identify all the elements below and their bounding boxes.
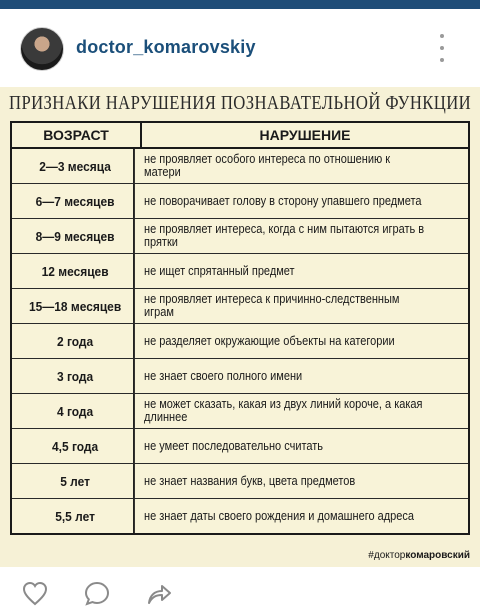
post-header xyxy=(0,9,480,87)
age-cell: 5,5 лет xyxy=(17,499,135,534)
table-row xyxy=(12,464,468,499)
table-row xyxy=(12,429,468,464)
table-row xyxy=(12,184,468,219)
disorder-text: не разделяет окружающие объекты на категории xyxy=(144,333,395,348)
age-cell: 2 года xyxy=(17,324,135,358)
table-row xyxy=(12,289,468,324)
table-body xyxy=(12,149,468,533)
age-cell: 3 года xyxy=(17,359,135,393)
signs-table xyxy=(10,121,470,535)
disorder-cell xyxy=(144,324,464,358)
age-cell: 4,5 года xyxy=(17,429,135,463)
disorder-text: не знает даты своего рождения и домашнего адреса xyxy=(144,509,415,523)
hashtag-prefix: #доктор xyxy=(368,550,406,561)
disorder-text: не поворачивает голову в сторону упавшего предмета xyxy=(144,193,422,208)
age-cell: 8—9 месяцев xyxy=(17,219,135,253)
disorder-text: не проявляет особого интереса по отношению к матери xyxy=(144,152,391,179)
table-row xyxy=(12,359,468,394)
column-header-disorder: НАРУШЕНИЕ xyxy=(259,127,351,143)
disorder-text: не знает названия букв, цвета предметов xyxy=(144,473,356,488)
disorder-cell xyxy=(144,429,464,463)
disorder-cell xyxy=(144,359,464,393)
column-header-age: ВОЗРАСТ xyxy=(12,123,142,147)
disorder-cell xyxy=(144,149,464,183)
age-cell: 5 лет xyxy=(17,464,135,498)
disorder-cell xyxy=(144,184,464,218)
hashtag-caption xyxy=(368,550,470,561)
age-cell: 4 года xyxy=(17,394,135,428)
disorder-cell xyxy=(144,219,464,253)
age-cell: 2—3 месяца xyxy=(17,149,135,183)
disorder-cell xyxy=(144,394,464,428)
post-image xyxy=(0,87,480,567)
heart-icon[interactable] xyxy=(22,581,48,607)
more-vertical-icon[interactable] xyxy=(432,34,452,62)
table-row xyxy=(12,149,468,184)
age-cell: 15—18 месяцев xyxy=(17,289,135,323)
table-row xyxy=(12,499,468,534)
post-actions-bar xyxy=(0,567,480,600)
disorder-text: не может сказать, какая из двух линий короче, а какая длиннее xyxy=(144,397,423,424)
disorder-cell xyxy=(144,499,464,534)
top-status-bar xyxy=(0,0,480,9)
username-link[interactable]: doctor_komarovskiy xyxy=(76,37,256,57)
disorder-text: не ищет спрятанный предмет xyxy=(144,263,295,278)
disorder-text: не умеет последовательно считать xyxy=(144,438,324,453)
age-cell: 12 месяцев xyxy=(17,254,135,288)
table-row xyxy=(12,324,468,359)
comment-icon[interactable] xyxy=(84,581,110,607)
disorder-cell xyxy=(144,289,464,323)
page-title: ПРИЗНАКИ НАРУШЕНИЯ ПОЗНАВАТЕЛЬНОЙ ФУНКЦИИ xyxy=(9,92,472,114)
share-icon[interactable] xyxy=(146,581,172,607)
age-cell: 6—7 месяцев xyxy=(17,184,135,218)
hashtag-bold: комаровский xyxy=(405,550,470,561)
disorder-text: не проявляет интереса, когда с ним пытаются играть в прятки xyxy=(144,222,425,249)
disorder-text: не проявляет интереса к причинно-следственным играм xyxy=(144,292,400,319)
avatar[interactable] xyxy=(20,27,64,71)
disorder-cell xyxy=(144,254,464,288)
disorder-cell xyxy=(144,464,464,498)
table-row xyxy=(12,394,468,429)
table-row xyxy=(12,254,468,289)
table-header xyxy=(12,123,468,149)
table-row xyxy=(12,219,468,254)
disorder-text: не знает своего полного имени xyxy=(144,368,303,383)
